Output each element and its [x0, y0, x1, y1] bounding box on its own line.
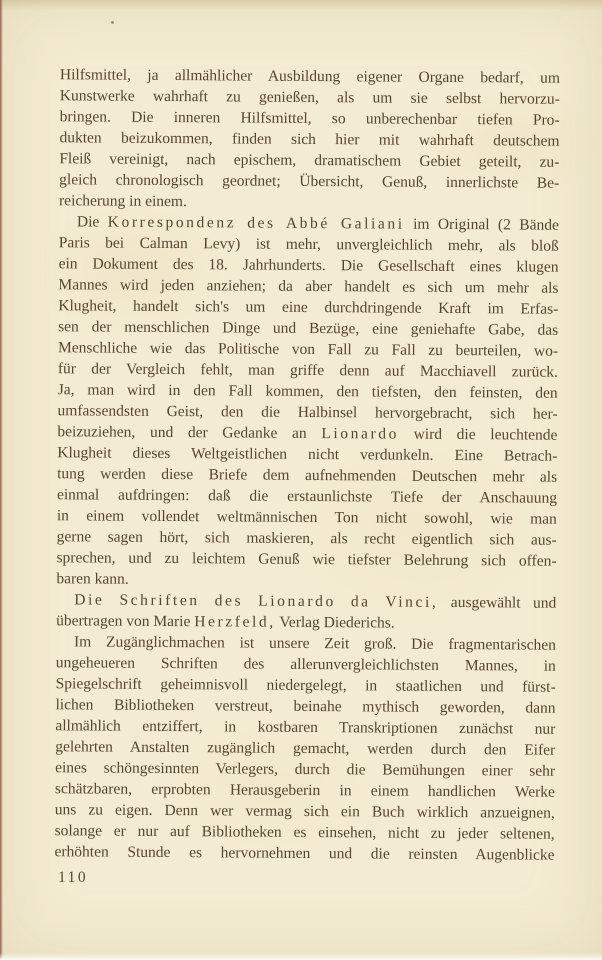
text-segment: sprechen, und zu leichtem Genuß wie tiefster Belehrung sich offen- [56, 549, 557, 570]
text-segment: reicherung in einem. [58, 192, 187, 211]
text-segment: Hilfsmittel, ja allmählicher Ausbildung eigener Organe bedarf, um [59, 66, 560, 87]
text-segment: schätzbaren, erprobten Herausgeberin in einem handlichen Werke [54, 780, 555, 801]
text-segment: Im Zugänglichmachen ist unsere Zeit groß. Die fragmentarischen [73, 633, 557, 654]
letterspaced-text: Korrespondenz des Abbé Galiani [107, 213, 405, 233]
text-segment: baren kann. [56, 570, 129, 588]
text-segment: Klugheit dieses Weltgeistlichen nicht verdunkeln. Eine Betrach- [57, 444, 558, 465]
text-segment: eines schöngesinnten Verlegers, durch die Bemühungen einer sehr [55, 759, 556, 780]
text-segment: Spiegelschrift geheimnisvoll niedergelegt, in staatlichen und fürst- [55, 675, 556, 696]
page-number: 110 [58, 869, 89, 886]
text-segment: beizuziehen, und der Gedanke an [57, 423, 322, 443]
text-segment: Klugheit, handelt sich's um eine durchdringende Kraft im Erfas- [58, 297, 559, 318]
letterspaced-text: Herzfeld, [194, 613, 276, 631]
text-segment: Fleiß vereinigt, nach epischem, dramatischem Gebiet geteilt, zu- [59, 150, 560, 171]
text-segment: allmählich entziffert, in kostbaren Transkriptionen zunächst nur [55, 717, 556, 738]
text-segment: Ja, man wird in den Fall kommen, den tiefsten, den feinsten, den [57, 381, 558, 402]
letterspaced-text: Die Schriften des Lionardo da Vinci, [74, 591, 439, 611]
text-line [54, 841, 554, 865]
text-segment: gerne sagen hört, sich maskieren, als recht eigentlich sich aus- [56, 528, 557, 549]
text-segment: ungeheueren Schriften des allerunvergleichlichsten Mannes, in [55, 654, 556, 675]
text-segment: uns zu eigen. Denn wer vermag sich ein Buch wirklich anzueignen, [54, 801, 555, 822]
scan-speck [111, 21, 114, 24]
text-segment: umfassendsten Geist, den die Halbinsel hervorgebracht, sich her- [57, 402, 558, 423]
text-segment: wird die leuchtende [398, 425, 558, 444]
text-segment: gelehrten Anstalten zugänglich gemacht, werden durch den Eifer [55, 738, 556, 759]
scan-edge-left [0, 0, 3, 960]
text-segment: lichen Bibliotheken verstreut, beinahe mythisch geworden, dann [55, 696, 556, 717]
text-block [54, 64, 560, 865]
text-segment: solange er nur auf Bibliotheken es einsehen, nicht zu jeder seltenen, [54, 822, 555, 843]
text-segment: einmal aufdringen: daß die erstaunlichste Tiefe der Anschauung [56, 486, 558, 507]
text-segment: gleich chronologisch geordnet; Übersicht, Genuß, innerlichste Be- [59, 171, 560, 192]
text-segment: für der Vergleich fehlt, man griffe denn auf Macchiavell zurück. [57, 360, 558, 381]
text-segment: bringen. Die inneren Hilfsmittel, so unberechenbar tiefen Pro- [59, 108, 560, 129]
text-segment: in einem vollendet weltmännischen Ton nicht sowohl, wie man [56, 507, 557, 528]
text-segment: tung werden diese Briefe dem aufnehmenden Deutschen mehr als [57, 465, 558, 486]
text-segment: ausgewählt und [438, 593, 557, 612]
text-segment: Kunstwerke wahrhaft zu genießen, als um sie selbst hervorzu- [59, 87, 560, 108]
text-segment: sen der menschlichen Dinge und Bezüge, eine geniehafte Gabe, das [58, 318, 559, 339]
text-segment: Die [76, 213, 108, 231]
text-segment: übertragen von Marie [56, 612, 195, 631]
text-segment: dukten beizukommen, finden sich hier mit wahrhaft deutschem [59, 129, 560, 150]
text-segment: ein Dokument des 18. Jahrhunderts. Die Gesellschaft eines klugen [58, 255, 559, 276]
text-segment: im Original (2 Bände [404, 215, 559, 234]
letterspaced-text: Lionardo [321, 425, 400, 443]
text-segment: Mannes wird jeden anziehen; da aber handelt es sich um mehr als [58, 276, 559, 297]
text-line [56, 547, 556, 571]
text-segment: erhöhten Stunde es hervornehmen und die reinsten Augenblicke [54, 843, 555, 864]
text-segment: Paris bei Calman Levy) ist mehr, unvergleichlich mehr, als bloß [58, 234, 559, 255]
text-segment: Verlag Diederichs. [275, 613, 395, 632]
scan-edge-top [0, 0, 602, 10]
scan-edge-bottom [0, 953, 602, 960]
text-segment: Menschliche wie das Politische von Fall zu Fall zu beurteilen, wo- [57, 339, 559, 360]
